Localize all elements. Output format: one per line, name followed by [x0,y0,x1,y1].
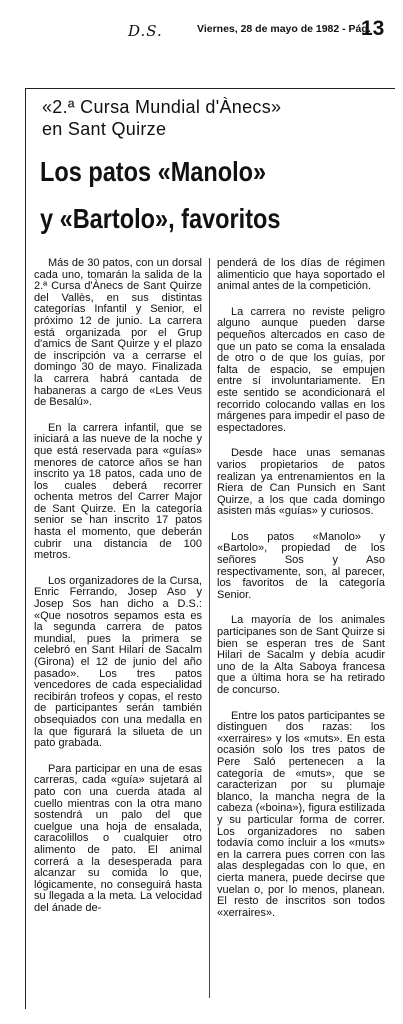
paragraph: Desde hace unas semanas varios propietarios de patos realizan ya entrenamientos en la Riera de Can Punsich en Sant Quirze, a los que cada domingo asisten más «guías» y curiosos. [217,447,385,518]
dateline: Viernes, 28 de mayo de 1982 - Pág. [197,23,371,35]
paragraph: En la carrera infantil, que se iniciará a las nueve de la noche y que está reservada para «guías» menores de catorce años se han inscrito ya 18 patos, cada uno de los cuales deberá recorrer ochenta metros del Carrer Major de Sant Quirze. En la categoría senior se han inscrito 17 patos hasta el momento, que deberán cubrir una distancia de 100 metros. [34,421,202,562]
paragraph: La carrera no reviste peligro alguno aunque pueden darse pequeños altercados en caso de que un pato se coma la ensalada de otro o de que los guías, por falta de espacio, se empujen entre sí involuntariamente. En este sentido se acondicionará el recorrido colocando vallas en los márgenes para impedir el paso de espectadores. [217,305,385,434]
headline-line: Los patos «Manolo» [40,156,267,187]
paragraph: Los patos «Manolo» y «Bartolo», propiedad de los señores Sos y Aso respectivamente, son, al parecer, los favoritos de la categoría Senior. [217,530,385,601]
paragraph: Para participar en una de esas carreras, cada «guía» sujetará al pato con una cuerda atada al cuello mientras con la otra mano sostendrá un palo del que cuelgue una hoja de ensalada, caracolillos o cualquier otro alimento de pato. El animal correrá a la desesperada para alcanzar su comida lo que, lógicamente, no conseguirá hasta su llegada a la meta. La velocidad del ánade de- [34,762,202,914]
column-divider [209,258,210,998]
article-column-1 [34,258,202,928]
paragraph: Más de 30 patos, con un dorsal cada uno, tomarán la salida de la 2.ª Cursa d'Ànecs de Sant Quirze del Vallès, en sus distintas categorías Infantil y Senior, el próximo 12 de junio. La carrera está organizada por el Grup d'amics de Sant Quirze y el plazo de inscripción va a cerrarse el domingo 30 de mayo. Finalizada la carrera habrá cantada de habaneras a cargo de «Les Veus de Besalú». [34,257,202,409]
article-headline [40,148,338,242]
paragraph: Entre los patos participantes se distinguen dos razas: los «xerraires» y los «muts». En esta ocasión solo los tres patos de Pere Saló pertenecen a la categoría de «muts», que se caracterizan por su plumaje blanco, la mancha negra de la cabeza («boina»), figura estilizada y su particular forma de correr. Los organizadores no saben todavía como incluir a los «muts» en la carrera pues corren con las alas desplegadas con lo que, en cierta manera, puede decirse que vuelan o, por lo menos, planean. El resto de inscritos son todos «xerraires». [217,709,385,919]
article-column-2 [217,258,385,933]
paragraph: La mayoría de los animales participanes son de Sant Quirze si bien se esperan tres de Sant Hilari de Sacalm y debía acudir uno de la Alta Saboya francesa que a última hora se ha retirado de concurso. [217,614,385,696]
headline-line: y «Bartolo», favoritos [40,203,281,234]
page-number: 13 [361,17,385,40]
newspaper-logo: D.S. [128,22,163,40]
article-kicker [42,96,387,140]
kicker-line: en Sant Quirze [42,119,167,139]
paragraph: Los organizadores de la Cursa, Enric Ferrando, Josep Aso y Josep Sos han dicho a D.S.: «Que nosotros sepamos esta es la segunda carrera de patos mundial, pues la primera se celebró en Sant Hilari de Sacalm (Girona) el 12 de junio del año pasado». Los tres patos vencedores de cada especialidad recibirán trofeos y copas, el resto de participantes serán también obsequiados con una medalla en la que figurará la silueta de un pato grabada. [34,574,202,750]
page-header [0,0,403,44]
paragraph: penderá de los días de régimen alimenticio que haya soportado el animal antes de la competición. [217,257,385,293]
kicker-line: «2.ª Cursa Mundial d'Ànecs» [42,97,282,117]
